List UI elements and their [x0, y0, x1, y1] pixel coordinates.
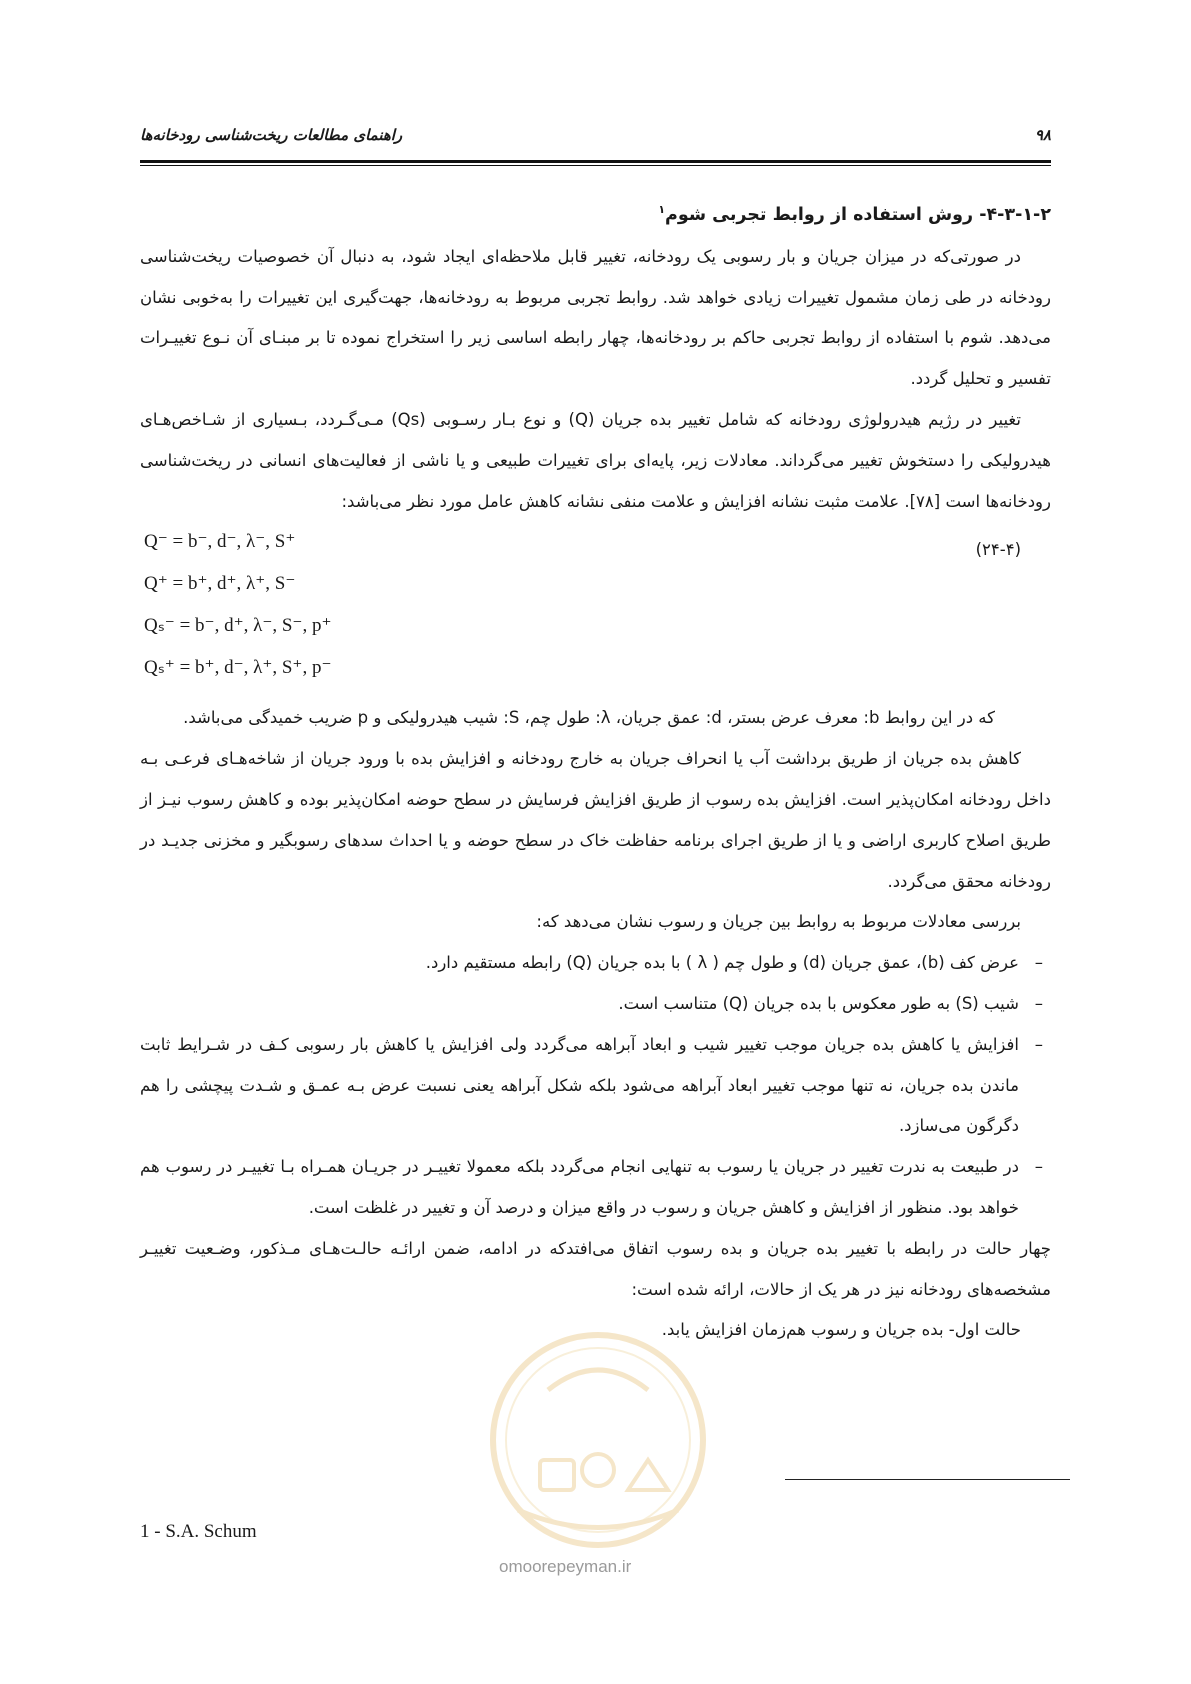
list-item [140, 984, 1051, 1025]
footnote: 1 - S.A. Schum [140, 1521, 257, 1542]
header-rule-thick [140, 160, 1051, 163]
section-heading [140, 190, 1051, 235]
list-item-text: عرض کف (b)، عمق جریان (d) و طول چم ( λ ) با بده جریان (Q) رابطه مستقیم دارد. [425, 953, 1019, 973]
list-item-text: در طبیعت به ندرت تغییر در جریان یا رسوب به تنهایی انجام می‌گردد بلکه معمولا تغییـر در جریـان همـراه بـا تغییـر در رسوب هم خواهد بود. منظور از افزایش و کاهش جریان و رسوب در واقع میزان و درصد آن و تغییر در غلظت است. [140, 1157, 1019, 1217]
paragraph-4: کاهش بده جریان از طریق برداشت آب یا انحراف جریان به خارج رودخانه و افزایش بده با ورود جریان از شاخه‌هـای فرعـی بـه داخل رودخانه امکان‌پذیر است. افزایش بده رسوب از طریق افزایش فرسایش در سطح حوضه امکان‌پذیر بوده و کاهش رسوب نیـز از طریق اصلاح کاربری اراضی و یا از طریق اجرای برنامه حفاظت خاک در سطح حوضه و یا احداث سدهای رسوبگیر و مخزنی جدیـد در رودخانه محقق می‌گردد. [140, 749, 1051, 891]
list-item [140, 1025, 1051, 1147]
equation-4: Qₛ⁺ = b⁺, d⁻, λ⁺, S⁺, p⁻ [144, 657, 332, 679]
running-title: راهنمای مطالعات ریخت‌شناسی رودخانه‌ها [140, 126, 403, 144]
bullet-list [140, 943, 1051, 1229]
watermark-gear-icon [582, 1454, 614, 1486]
footnote-marker: ۱ [658, 203, 666, 216]
watermark-inner-ring [506, 1348, 690, 1532]
paragraph-2: تغییر در رژیم هیدرولوژی رودخانه که شامل تغییر بده جریان (Q) و نوع بـار رسـوبی (Qs) مـی‌گـردد، بـسیاری از شـاخص‌هـای هیدرولیکی را دستخوش تغییر می‌گرداند. معادلات زیر، پایه‌ای برای تغییرات طبیعی و یا ناشی از فعالیت‌های انسانی در ریخت‌شناسی رودخانه‌ها است [۷۸]. علامت مثبت نشانه افزایش و علامت منفی نشانه کاهش عامل مورد نظر می‌باشد: [140, 410, 1051, 511]
list-item [140, 1147, 1051, 1229]
dash-bullet: – [1034, 1157, 1043, 1177]
watermark-scale-icon [540, 1460, 574, 1490]
equation-3: Qₛ⁻ = b⁻, d⁺, λ⁻, S⁻, p⁺ [144, 615, 332, 637]
watermark-logo [478, 1320, 718, 1570]
page-number: ۹۸ [1034, 126, 1051, 144]
equation-number: (۲۴-۴) [975, 540, 1021, 560]
list-item-text: شیب (S) به طور معکوس با بده جریان (Q) متناسب است. [618, 993, 1019, 1013]
equation-1: Q⁻ = b⁻, d⁻, λ⁻, S⁺ [144, 531, 296, 553]
paragraph-3: که در این روابط b: معرف عرض بستر، d: عمق جریان، λ: طول چم، S: شیب هیدرولیکی و p ضریب خمیدگی می‌باشد. [183, 708, 995, 728]
header-rule-thin [140, 165, 1051, 166]
running-header [140, 124, 1051, 154]
dash-bullet: – [1034, 953, 1043, 973]
dash-bullet: – [1034, 1034, 1043, 1054]
watermark-factory-icon [628, 1460, 668, 1490]
watermark-script [548, 1370, 648, 1390]
equation-2: Q⁺ = b⁺, d⁺, λ⁺, S⁻ [144, 573, 296, 595]
list-item-text: افزایش یا کاهش بده جریان موجب تغییر شیب و ابعاد آبراهه می‌گردد ولی افزایش یا کاهش بار رسوبی کـف در شـرایط ثابت ماندن بده جریان، نه تنها موجب تغییر ابعاد آبراهه می‌شود بلکه شکل آبراهه یعنی نسبت عرض بـه عمـق و شـدت پیچشی را هم دگرگون می‌سازد. [140, 1034, 1019, 1136]
body-text [140, 190, 1051, 1351]
equation-block [140, 522, 1051, 698]
paragraph-7: حالت اول- بده جریان و رسوب هم‌زمان افزایش یابد. [661, 1320, 1021, 1340]
paragraph-6: چهار حالت در رابطه با تغییر بده جریان و بده رسوب اتفاق می‌افتدکه در ادامه، ضمن ارائـه حالـت‌هـای مـذکور، وضـعیت تغییـر مشخصه‌های رودخانه نیز در هر یک از حالات، ارائه شده است: [140, 1238, 1051, 1299]
footnote-rule [785, 1479, 1070, 1480]
dash-bullet: – [1034, 993, 1043, 1013]
list-item [140, 943, 1051, 984]
paragraph-5: بررسی معادلات مربوط به روابط بین جریان و رسوب نشان می‌دهد که: [536, 912, 1021, 932]
watermark-url: omoorepeyman.ir [499, 1557, 632, 1576]
section-heading-text: ۴-۳-۱-۲- روش استفاده از روابط تجربی شوم [665, 204, 1051, 225]
paragraph-1: در صورتی‌که در میزان جریان و بار رسوبی یک رودخانه، تغییر قابل ملاحظه‌ای ایجاد شود، به دنبال آن خصوصیات ریخت‌شناسی رودخانه در طی زمان مشمول تغییرات زیادی خواهد شد. روابط تجربی مربوط به رودخانه‌ها، جهت‌گیری این تغییرات را به‌خوبی نشان می‌دهد. شوم با استفاده از روابط تجربی حاکم بر رودخانه‌ها، چهار رابطه اساسی زیر را استخراج نموده تا بر مبنـای آن نـوع تغییـرات تفسیر و تحلیل گردد. [140, 246, 1051, 389]
